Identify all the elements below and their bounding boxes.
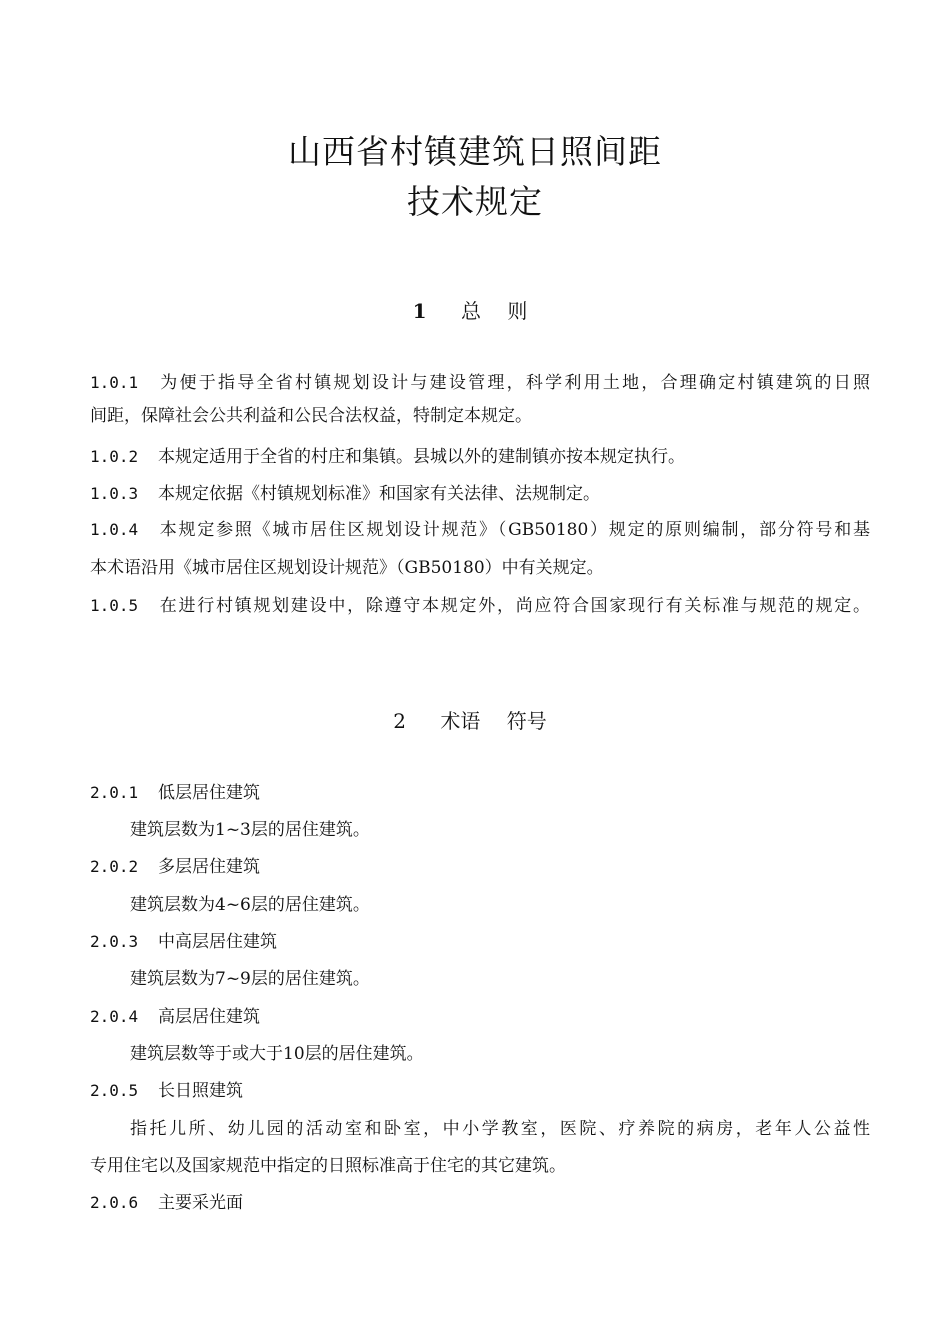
clause-1-0-1 bbox=[90, 371, 870, 395]
term-number: 2.0.4 bbox=[90, 1007, 139, 1026]
clause-text: 本规定依据《村镇规划标准》和国家有关法律、法规制定。 bbox=[158, 484, 600, 504]
clause-number: 1.0.4 bbox=[90, 520, 139, 539]
section-1-word2: 则 bbox=[507, 299, 528, 323]
section-2-number: 2 bbox=[393, 709, 406, 733]
term-name: 主要采光面 bbox=[158, 1193, 243, 1213]
term-2-0-6 bbox=[90, 1191, 870, 1215]
term-definition: 建筑层数为7~9层的居住建筑。 bbox=[130, 969, 370, 989]
term-number: 2.0.6 bbox=[90, 1193, 139, 1212]
term-2-0-4 bbox=[90, 1005, 870, 1029]
clause-text: 在进行村镇规划建设中，除遵守本规定外，尚应符合国家现行有关标准与规范的规定。 bbox=[158, 596, 870, 616]
term-name: 中高层居住建筑 bbox=[158, 932, 277, 952]
term-number: 2.0.1 bbox=[90, 783, 139, 802]
section-1-word1: 总 bbox=[460, 299, 481, 323]
clause-text: 为便于指导全省村镇规划设计与建设管理，科学利用土地，合理确定村镇建筑的日照 bbox=[158, 373, 870, 393]
document-title-line2: 技术规定 bbox=[407, 182, 543, 221]
term-number: 2.0.2 bbox=[90, 857, 139, 876]
section-1-number: 1 bbox=[412, 299, 427, 323]
clause-text: 本规定适用于全省的村庄和集镇。县城以外的建制镇亦按本规定执行。 bbox=[158, 447, 685, 467]
term-2-0-2 bbox=[90, 855, 870, 879]
term-definition: 指托儿所、幼儿园的活动室和卧室，中小学教室，医院、疗养院的病房，老年人公益性 bbox=[130, 1119, 870, 1139]
term-name: 多层居住建筑 bbox=[158, 857, 260, 877]
term-2-0-3 bbox=[90, 930, 870, 954]
clause-number: 1.0.1 bbox=[90, 373, 139, 392]
clause-1-0-4 bbox=[90, 518, 870, 542]
term-2-0-5 bbox=[90, 1079, 870, 1103]
clause-1-0-5 bbox=[90, 594, 870, 618]
section-2-heading bbox=[0, 708, 950, 734]
term-definition-cont: 专用住宅以及国家规范中指定的日照标准高于住宅的其它建筑。 bbox=[90, 1156, 566, 1176]
term-name: 低层居住建筑 bbox=[158, 783, 260, 803]
clause-1-0-1-cont: 间距，保障社会公共利益和公民合法权益，特制定本规定。 bbox=[90, 406, 532, 426]
document-title-line1: 山西省村镇建筑日照间距 bbox=[288, 132, 662, 171]
clause-text: 本规定参照《城市居住区规划设计规范》（GB50180）规定的原则编制，部分符号和基 bbox=[158, 520, 870, 540]
section-2-word2: 符号 bbox=[506, 709, 547, 733]
term-definition: 建筑层数为1~3层的居住建筑。 bbox=[130, 820, 370, 840]
section-1-heading bbox=[0, 298, 950, 324]
term-2-0-1 bbox=[90, 781, 870, 805]
term-number: 2.0.3 bbox=[90, 932, 139, 951]
term-definition: 建筑层数为4~6层的居住建筑。 bbox=[130, 895, 370, 915]
clause-number: 1.0.5 bbox=[90, 596, 139, 615]
section-2-word1: 术语 bbox=[440, 709, 481, 733]
clause-1-0-3 bbox=[90, 482, 870, 506]
clause-1-0-2 bbox=[90, 445, 870, 469]
clause-number: 1.0.2 bbox=[90, 447, 139, 466]
term-name: 高层居住建筑 bbox=[158, 1007, 260, 1027]
clause-1-0-4-cont: 本术语沿用《城市居住区规划设计规范》（GB50180）中有关规定。 bbox=[90, 558, 604, 578]
term-number: 2.0.5 bbox=[90, 1081, 139, 1100]
clause-number: 1.0.3 bbox=[90, 484, 139, 503]
term-name: 长日照建筑 bbox=[158, 1081, 243, 1101]
term-definition: 建筑层数等于或大于10层的居住建筑。 bbox=[130, 1044, 424, 1064]
